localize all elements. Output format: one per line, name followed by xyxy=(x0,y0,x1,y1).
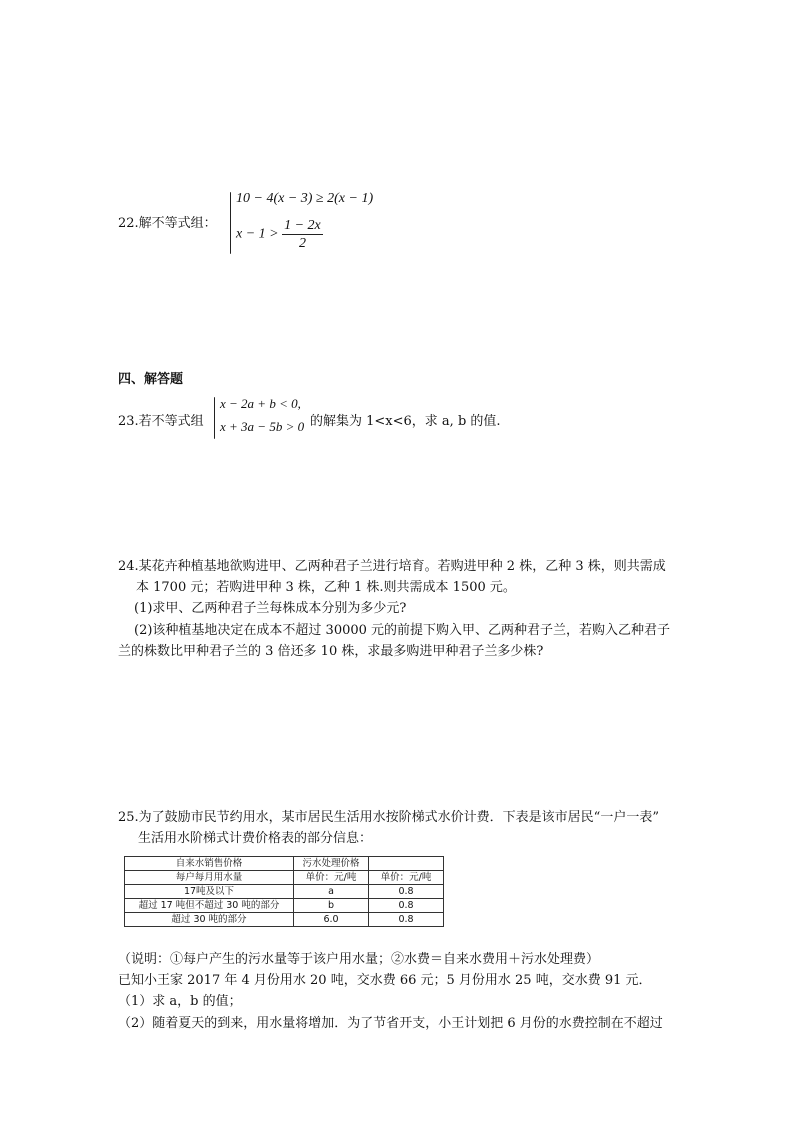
table-row xyxy=(125,885,444,899)
q23-brace xyxy=(214,397,215,439)
q23-suffix: 的解集为 1<x<6，求 a, b 的值. xyxy=(310,414,501,429)
table-row xyxy=(125,899,444,913)
table-cell: 超过 17 吨但不超过 30 吨的部分 xyxy=(125,899,294,913)
q25-given: 已知小王家 2017 年 4 月份用水 20 吨，交水费 66 元；5 月份用水 25 吨，交水费 91 元． xyxy=(118,973,652,988)
q24-line-2: 本 1700 元；若购进甲种 3 株，乙种 1 株.则共需成本 1500 元。 xyxy=(136,580,516,595)
table-row xyxy=(125,913,444,927)
section-title: 四、解答题 xyxy=(118,372,184,387)
q25-part-2: （2）随着夏天的到来，用水量将增加．为了节省开支，小王计划把 6 月份的水费控制在不超过 xyxy=(118,1016,663,1031)
table-cell: 0.8 xyxy=(369,913,444,927)
table-cell: 6.0 xyxy=(294,913,369,927)
table-header-cell: 单价：元/吨 xyxy=(369,871,444,885)
q25-part-1: （1）求 a，b 的值； xyxy=(118,994,242,1009)
q24-part-1: (1)求甲、乙两种君子兰每株成本分别为多少元? xyxy=(134,601,407,616)
q22-label: 22.解不等式组： xyxy=(118,216,217,231)
table-header-cell: 每户每月用水量 xyxy=(125,871,294,885)
q24-line-1: 24.某花卉种植基地欲购进甲、乙两种君子兰进行培育。若购进甲种 2 株，乙种 3 株，则共需成 xyxy=(118,559,666,574)
table-header-cell: 单价：元/吨 xyxy=(294,871,369,885)
q24-part-2-line-2: 兰的株数比甲种君子兰的 3 倍还多 10 株，求最多购进甲种君子兰多少株? xyxy=(118,644,544,659)
table-cell: 17吨及以下 xyxy=(125,885,294,899)
table-cell: 0.8 xyxy=(369,885,444,899)
q23-inequality-1: x − 2a + b < 0, xyxy=(220,396,301,411)
table-cell: 0.8 xyxy=(369,899,444,913)
table-header-row xyxy=(125,857,444,871)
q22-inequality-2 xyxy=(236,217,323,252)
q23-label: 23.若不等式组 xyxy=(118,414,204,429)
table-cell: 超过 30 吨的部分 xyxy=(125,913,294,927)
table-header-row xyxy=(125,871,444,885)
q24-part-2-line-1: (2)该种植基地决定在成本不超过 30000 元的前提下购入甲、乙两种君子兰，若购入乙种君子 xyxy=(134,623,671,638)
table-header-cell: 自来水销售价格 xyxy=(125,857,294,871)
q22-fraction xyxy=(282,217,323,252)
table-header-cell xyxy=(369,857,444,871)
q22-fraction-numerator: 1 − 2x xyxy=(284,218,321,233)
q25-note: （说明：①每户产生的污水量等于该户用水量；②水费＝自来水费用＋污水处理费） xyxy=(118,952,600,967)
water-price-table xyxy=(124,856,444,927)
q22-fraction-denominator: 2 xyxy=(298,236,306,251)
table-header-cell: 污水处理价格 xyxy=(294,857,369,871)
table-cell: b xyxy=(294,899,369,913)
q22-inequality-2-left: x − 1 > xyxy=(236,226,279,242)
q22-brace xyxy=(230,192,231,254)
table-cell: a xyxy=(294,885,369,899)
q25-line-2: 生活用水阶梯式计费价格表的部分信息： xyxy=(138,831,373,846)
q23-inequality-2: x + 3a − 5b > 0 xyxy=(220,419,305,434)
q22-inequality-1: 10 − 4(x − 3) ≥ 2(x − 1) xyxy=(236,191,374,206)
q25-line-1: 25.为了鼓励市民节约用水，某市居民生活用水按阶梯式水价计费．下表是该市居民“一户一表” xyxy=(118,810,659,825)
